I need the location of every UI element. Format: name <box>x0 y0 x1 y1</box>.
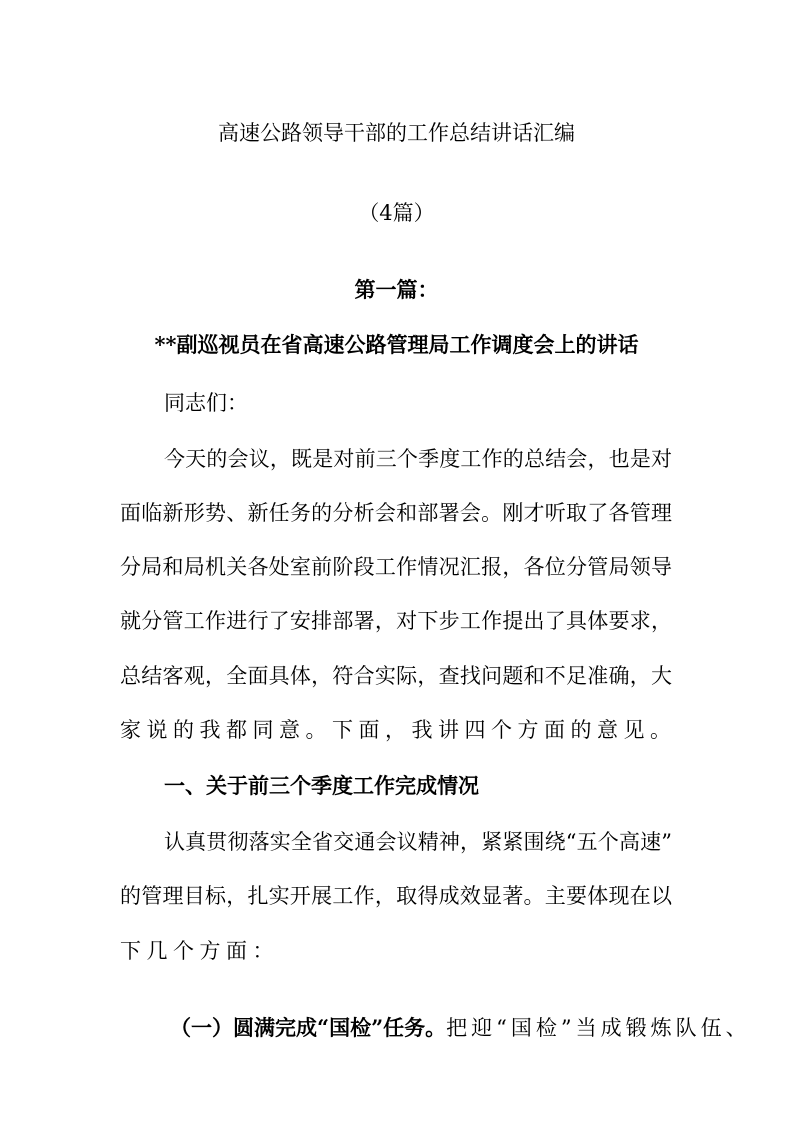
paragraph-line: 认真贯彻落实全省交通会议精神，紧紧围绕“五个高速” <box>164 830 672 854</box>
article-count: （4篇） <box>358 201 435 225</box>
section-heading: 一、关于前三个季度工作完成情况 <box>164 773 479 798</box>
speech-title: **副巡视员在省高速公路管理局工作调度会上的讲话 <box>154 332 639 357</box>
item-text: 把迎“国检”当成锻炼队伍、 <box>446 1016 751 1040</box>
paragraph-line: 今天的会议，既是对前三个季度工作的总结会，也是对 <box>164 447 672 471</box>
paragraph-line: 的管理目标，扎实开展工作，取得成效显著。主要体现在以 <box>120 884 672 908</box>
salutation: 同志们： <box>164 391 248 415</box>
item-line <box>170 1015 751 1041</box>
part-label: 第一篇： <box>354 277 439 302</box>
paragraph-line: 总结客观，全面具体，符合实际，查找问题和不足准确，大 <box>120 664 672 688</box>
paragraph-line: 家说的我都同意。下面，我讲四个方面的意见。 <box>120 718 677 742</box>
document-title: 高速公路领导干部的工作总结讲话汇编 <box>218 121 575 145</box>
paragraph-line: 分局和局机关各处室前阶段工作情况汇报，各位分管局领导 <box>120 555 672 579</box>
paragraph-line: 面临新形势、新任务的分析会和部署会。刚才听取了各管理 <box>120 501 672 525</box>
paragraph-line: 下几个方面： <box>120 939 279 963</box>
item-heading: （一）圆满完成“国检”任务。 <box>170 1015 447 1040</box>
paragraph-line: 就分管工作进行了安排部署，对下步工作提出了具体要求， <box>120 609 672 633</box>
